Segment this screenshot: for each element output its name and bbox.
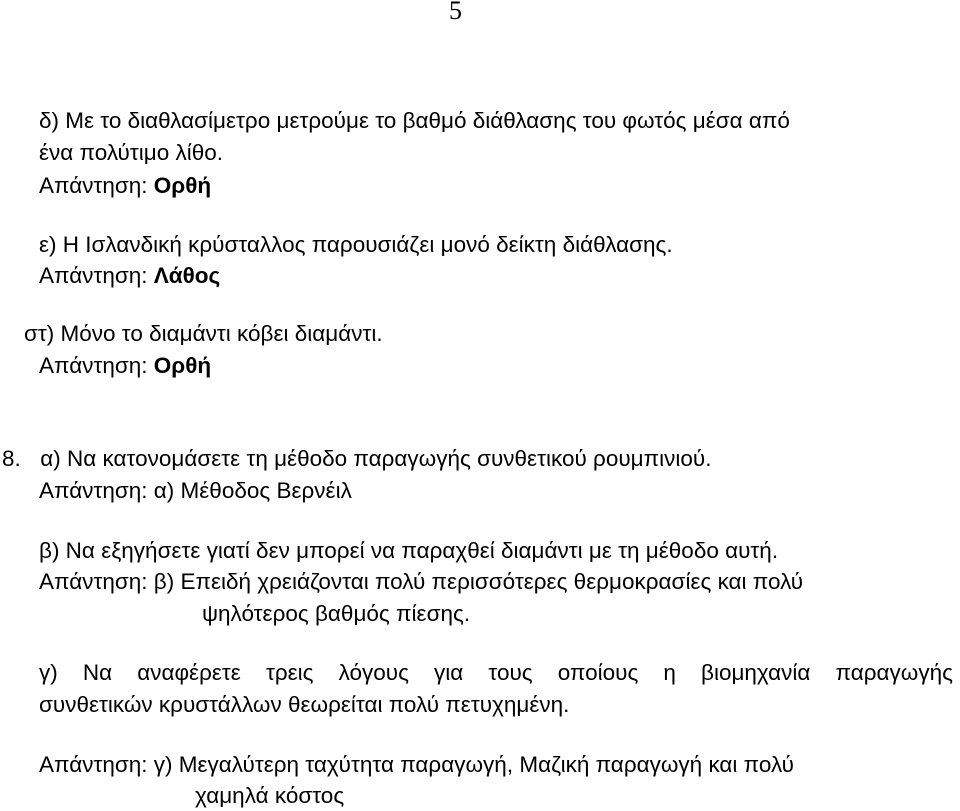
answer-8b-line-2: ψηλότερος βαθμός πίεσης.: [202, 601, 471, 626]
question-8c-word: παραγωγής: [835, 660, 953, 685]
question-8c-word: αναφέρετε: [137, 660, 241, 685]
question-8c-line-1: [39, 658, 953, 688]
question-7d-line-2: ένα πολύτιμο λίθο.: [39, 140, 223, 165]
question-8a-text: α) Να κατονομάσετε τη μέθοδο παραγωγής συνθετικού ρουμπινιού.: [40, 446, 712, 471]
question-8a: [2, 444, 711, 474]
answer-7d: [39, 171, 211, 201]
question-7d-line-1: δ) Με το διαθλασίμετρο μετρούμε το βαθμό διάθλασης του φωτός μέσα από: [39, 108, 790, 133]
page-number: 5: [449, 0, 462, 25]
question-8b: β) Να εξηγήσετε γιατί δεν μπορεί να παραχθεί διαμάντι με τη μέθοδο αυτή.: [39, 538, 779, 563]
answer-value: Ορθή: [153, 353, 212, 378]
answer-8c-line-2: χαμηλά κόστος: [195, 783, 345, 808]
question-8c-word: η: [663, 660, 676, 685]
answer-8a: Απάντηση: α) Μέθοδος Βερνέιλ: [39, 478, 352, 503]
answer-label: Απάντηση:: [39, 173, 154, 198]
answer-8b-line-1: Απάντηση: β) Επειδή χρειάζονται πολύ περισσότερες θερμοκρασίες και πολύ: [39, 569, 804, 594]
question-8c-word: τρεις: [265, 660, 314, 685]
answer-7st: [39, 351, 211, 381]
question-8c-word: οποίους: [557, 660, 639, 685]
question-number: 8.: [2, 446, 21, 471]
question-8c-word: για: [434, 660, 464, 685]
answer-label: Απάντηση:: [39, 263, 154, 288]
answer-value: Ορθή: [153, 173, 212, 198]
question-7e: ε) Η Ισλανδική κρύσταλλος παρουσιάζει μονό δείκτη διάθλασης.: [39, 232, 673, 257]
question-8c-word: λόγους: [338, 660, 409, 685]
answer-label: Απάντηση:: [39, 353, 154, 378]
answer-8c-line-1: Απάντηση: γ) Μεγαλύτερη ταχύτητα παραγωγή, Μαζική παραγωγή και πολύ: [39, 752, 794, 777]
question-8c-word: Να: [82, 660, 113, 685]
answer-7e: [39, 261, 220, 291]
question-8c-word: τους: [488, 660, 533, 685]
question-8c-line-2: συνθετικών κρυστάλλων θεωρείται πολύ πετυχημένη.: [39, 692, 570, 717]
question-7st: στ) Μόνο το διαμάντι κόβει διαμάντι.: [24, 321, 383, 346]
question-8c-word: γ): [39, 660, 58, 685]
question-8c-word: βιομηχανία: [701, 660, 811, 685]
answer-value: Λάθος: [153, 263, 221, 288]
